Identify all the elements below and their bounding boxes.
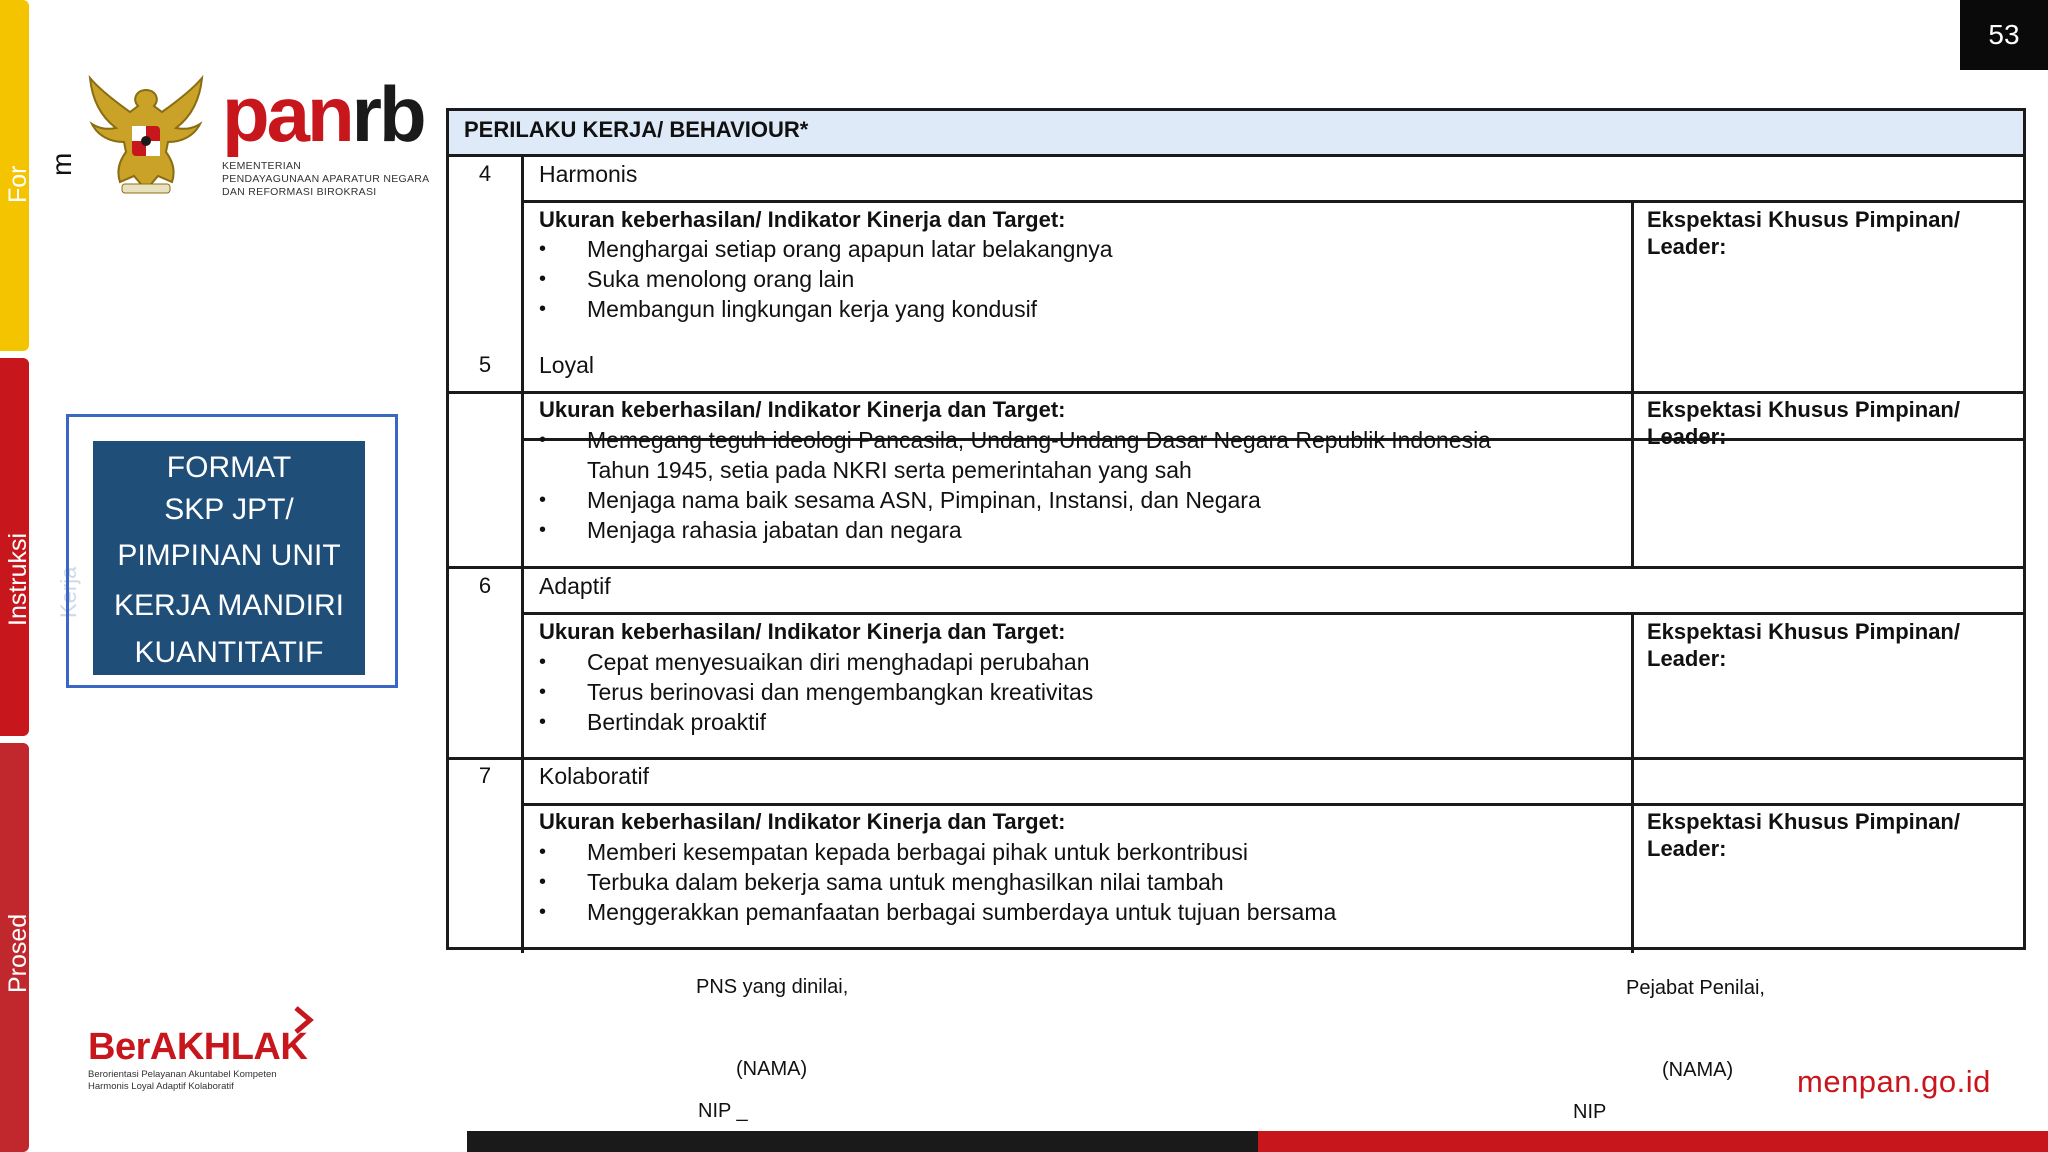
sidebar-tab-prosedur-label: Prosed bbox=[4, 913, 32, 993]
indicator-heading: Ukuran keberhasilan/ Indikator Kinerja dan Target: bbox=[539, 397, 1066, 422]
panrb-logo bbox=[222, 70, 430, 199]
format-line-3: PIMPINAN UNIT bbox=[117, 539, 341, 572]
sidebar-tab-instruksi-label: Instruksi bbox=[4, 532, 32, 626]
row-divider bbox=[449, 566, 2023, 569]
behaviour-table bbox=[446, 108, 2026, 950]
format-line-4: KERJA MANDIRI bbox=[113, 589, 345, 622]
expectation-line: Leader: bbox=[1647, 836, 1727, 861]
expectation-line: Leader: bbox=[1647, 424, 1727, 449]
row-divider bbox=[521, 803, 2023, 806]
indicator-item: • Menghargai setiap orang apapun latar belakangnya bbox=[539, 234, 1539, 264]
signature-right-label: Pejabat Penilai, bbox=[1626, 977, 1765, 999]
panrb-word-rb: rb bbox=[351, 70, 424, 158]
website-link[interactable]: menpan.go.id bbox=[1797, 1064, 1991, 1099]
format-line-2: SKP JPT/ bbox=[164, 493, 294, 526]
expectation-line: Ekspektasi Khusus Pimpinan/ bbox=[1647, 207, 1960, 232]
row-number: 7 bbox=[478, 763, 492, 788]
indicator-item: • Menggerakkan pemanfaatan berbagai sumberdaya untuk tujuan bersama bbox=[539, 897, 1539, 927]
expectation-line: Ekspektasi Khusus Pimpinan/ bbox=[1647, 397, 1960, 422]
row-divider bbox=[521, 200, 2023, 203]
sidebar-tab-form-label: For bbox=[4, 165, 32, 203]
format-box-frame bbox=[66, 414, 398, 688]
indicator-item: • Menjaga rahasia jabatan dan negara bbox=[539, 515, 1539, 545]
sidebar-tab-form[interactable] bbox=[0, 0, 32, 351]
expectation-cell bbox=[1647, 618, 1987, 672]
row-divider bbox=[521, 612, 2023, 615]
row-title: Harmonis bbox=[539, 161, 638, 187]
signature-left-nip: NIP _ bbox=[698, 1100, 748, 1122]
row-number: 6 bbox=[478, 573, 492, 598]
row-divider bbox=[449, 757, 2023, 760]
ministry-line-3: DAN REFORMASI BIROKRASI bbox=[222, 186, 377, 198]
signature-left-name: (NAMA) bbox=[736, 1058, 808, 1080]
indicator-item: • Terbuka dalam bekerja sama untuk menghasilkan nilai tambah bbox=[539, 867, 1539, 897]
expectation-line: Leader: bbox=[1647, 646, 1727, 671]
berakhlak-tagline-1: Berorientasi Pelayanan Akuntabel Kompeten bbox=[88, 1069, 277, 1080]
sidebar-tab-prosedur[interactable] bbox=[0, 743, 32, 1152]
footer-bar-dark bbox=[467, 1131, 1258, 1152]
indicator-item: • Suka menolong orang lain bbox=[539, 264, 1539, 294]
berakhlak-word-ber: Ber bbox=[88, 1026, 150, 1068]
indicator-item: • Bertindak proaktif bbox=[539, 707, 1539, 737]
ministry-line-1: KEMENTERIAN bbox=[222, 160, 302, 172]
row-number: 5 bbox=[478, 352, 492, 377]
ministry-name bbox=[222, 160, 429, 199]
expectation-cell bbox=[1647, 206, 1987, 260]
page-number: 53 bbox=[1960, 0, 2048, 70]
footer-bar-red bbox=[1258, 1131, 2048, 1152]
format-line-1: FORMAT bbox=[166, 451, 292, 484]
indicator-list bbox=[539, 647, 1539, 737]
garuda-emblem-icon bbox=[86, 72, 206, 200]
sidebar-tab-instruksi[interactable] bbox=[0, 358, 32, 736]
row-title: Adaptif bbox=[539, 573, 611, 599]
indicator-item: • Membangun lingkungan kerja yang kondusif bbox=[539, 294, 1539, 324]
ministry-line-2: PENDAYAGUNAAN APARATUR NEGARA bbox=[222, 173, 430, 185]
signature-right-nip: NIP bbox=[1573, 1101, 1607, 1123]
indicator-item: • Memberi kesempatan kepada berbagai pihak untuk berkontribusi bbox=[539, 837, 1539, 867]
indicator-list bbox=[539, 234, 1539, 324]
expectation-line: Ekspektasi Khusus Pimpinan/ bbox=[1647, 619, 1960, 644]
format-box bbox=[93, 441, 365, 675]
indicator-item: • Menjaga nama baik sesama ASN, Pimpinan, Instansi, dan Negara bbox=[539, 485, 1539, 515]
berakhlak-logo bbox=[88, 1000, 328, 1093]
berakhlak-word-akhlak: AKHLAK bbox=[149, 1026, 308, 1068]
row-title: Loyal bbox=[539, 352, 594, 378]
column-divider-expectation bbox=[1631, 615, 1634, 760]
table-header-text: PERILAKU KERJA/ BEHAVIOUR* bbox=[464, 117, 809, 142]
ghost-text: Kerja bbox=[56, 566, 81, 618]
signature-right-name: (NAMA) bbox=[1662, 1059, 1734, 1081]
indicator-list bbox=[539, 425, 1539, 545]
row-title: Kolaboratif bbox=[539, 763, 649, 789]
indicator-list bbox=[539, 837, 1539, 927]
berakhlak-tagline-2: Harmonis Loyal Adaptif Kolaboratif bbox=[88, 1081, 234, 1092]
column-divider-expectation bbox=[1631, 394, 1634, 569]
row-divider bbox=[449, 391, 2023, 394]
signature-left-label: PNS yang dinilai, bbox=[696, 976, 849, 998]
expectation-cell bbox=[1647, 396, 1987, 450]
expectation-cell bbox=[1647, 808, 1987, 862]
column-divider-expectation bbox=[1631, 760, 1634, 953]
column-divider-expectation bbox=[1631, 203, 1634, 393]
panrb-wordmark bbox=[222, 70, 429, 158]
indicator-heading: Ukuran keberhasilan/ Indikator Kinerja dan Target: bbox=[539, 619, 1066, 644]
sidebar-overflow-letter: m bbox=[46, 152, 77, 176]
indicator-heading: Ukuran keberhasilan/ Indikator Kinerja dan Target: bbox=[539, 809, 1066, 834]
indicator-item: • Memegang teguh ideologi Pancasila, Undang-Undang Dasar Negara Republik Indonesia Tahun 1945, setia pada NKRI serta pemerintahan yang sah bbox=[539, 425, 1539, 485]
chevron-right-icon bbox=[292, 1006, 316, 1034]
panrb-word-pan: pan bbox=[222, 70, 352, 158]
column-divider-number bbox=[521, 157, 524, 953]
indicator-item: • Terus berinovasi dan mengembangkan kreativitas bbox=[539, 677, 1539, 707]
row-number: 4 bbox=[478, 161, 492, 186]
table-header bbox=[449, 111, 2023, 157]
expectation-line: Leader: bbox=[1647, 234, 1727, 259]
expectation-line: Ekspektasi Khusus Pimpinan/ bbox=[1647, 809, 1960, 834]
indicator-heading: Ukuran keberhasilan/ Indikator Kinerja dan Target: bbox=[539, 207, 1066, 232]
format-line-5: KUANTITATIF bbox=[134, 636, 324, 669]
indicator-item: • Cepat menyesuaikan diri menghadapi perubahan bbox=[539, 647, 1539, 677]
